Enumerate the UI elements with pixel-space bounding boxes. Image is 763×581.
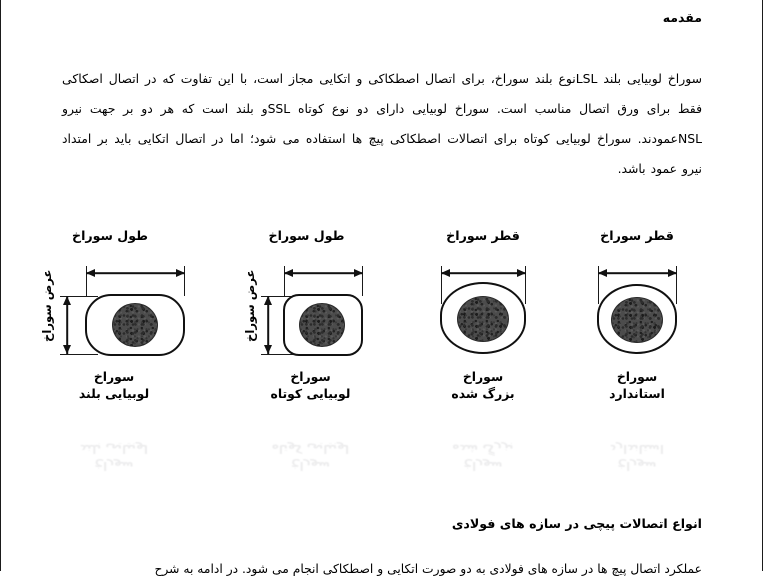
section-subheading: انواع اتصالات پیچی در سازه های فولادی [451, 516, 702, 531]
bleed-through-artifacts [1, 440, 763, 492]
hole-width-arrow [263, 296, 273, 354]
figure-short-slotted-hole [239, 228, 414, 418]
hole-length-arrow [86, 268, 185, 278]
figure-long-slotted-hole-caption [14, 368, 234, 402]
figure-long-slotted-hole [34, 228, 234, 418]
caption-line-1: سوراخ [93, 369, 135, 384]
hole-width-arrow [62, 296, 72, 354]
figure-oversized-hole-top-label: قطر سوراخ [446, 228, 520, 243]
caption-line-2: لوبیایی کوتاه [270, 386, 351, 401]
intro-paragraph: سوراخ لوبیایی بلند LSLنوع بلند سوراخ، برای اتصال اصطکاکی و اتکایی مجاز است، با این تفاوت که در اتصال اصکاکی فقط برای ورق اتصال مناسب است. سوراخ لوبیایی دارای دو نوع کوتاه SSLو بلند است که هر دو بر جهت نیرو NSLعمودند. سوراخ لوبیایی کوتاه برای اتصالات اصطکاکی پیچ ها استفاده می شود؛ اما در اتصال اتکایی باید بر امتداد نیرو عمود باشد. [62, 71, 702, 177]
standard-hole-drawing [562, 262, 712, 354]
caption-line-1: سوراخ [462, 369, 504, 384]
bolt-shank [112, 303, 158, 347]
page-title: مقدمه [662, 10, 702, 25]
hole-diameter-arrow [598, 268, 677, 278]
bolt-shank [299, 303, 345, 347]
figure-standard-hole [562, 228, 712, 418]
figure-short-slotted-hole-top-label: طول سوراخ [268, 228, 345, 243]
oversized-hole-drawing [408, 262, 558, 354]
extension-line [60, 354, 98, 355]
figure-short-slotted-hole-side-label: عرض سوراخ [243, 270, 257, 343]
bolt-shank [611, 297, 663, 343]
figure-long-slotted-hole-side-label: عرض سوراخ [40, 270, 54, 343]
figure-standard-hole-top-label: قطر سوراخ [600, 228, 674, 243]
figure-oversized-hole-caption [408, 368, 558, 402]
short-slotted-hole-drawing [239, 258, 414, 358]
hole-length-arrow [284, 268, 363, 278]
page-content [1, 0, 763, 577]
extension-line [261, 354, 293, 355]
caption-line-2: بزرگ شده [451, 386, 515, 401]
figure-standard-hole-caption [562, 368, 712, 402]
hole-diameter-arrow [441, 268, 526, 278]
ghost-caption: سوراخ لوبیایی کوتاه [271, 442, 350, 473]
bolt-shank [457, 296, 509, 342]
ghost-caption: سوراخ بزرگ شده [452, 442, 514, 473]
figure-long-slotted-hole-top-label: طول سوراخ [72, 228, 148, 243]
caption-line-1: سوراخ [616, 369, 658, 384]
section-paragraph: عملکرد اتصال پیچ ها در سازه های فولادی به دو صورت اتکایی و اصطکاکی انجام می شود. در ادامه به شرح [154, 562, 702, 577]
caption-line-2: لوبیایی بلند [78, 386, 150, 401]
long-slotted-hole-drawing [34, 258, 234, 358]
caption-line-2: استاندارد [609, 386, 665, 401]
figure-short-slotted-hole-caption [223, 368, 414, 402]
ghost-caption: سوراخ استاندارد [610, 442, 664, 473]
caption-line-1: سوراخ [290, 369, 331, 384]
ghost-caption: سوراخ لوبیایی بلند [80, 442, 148, 473]
figure-oversized-hole [408, 228, 558, 418]
hole-types-figure [1, 228, 763, 418]
